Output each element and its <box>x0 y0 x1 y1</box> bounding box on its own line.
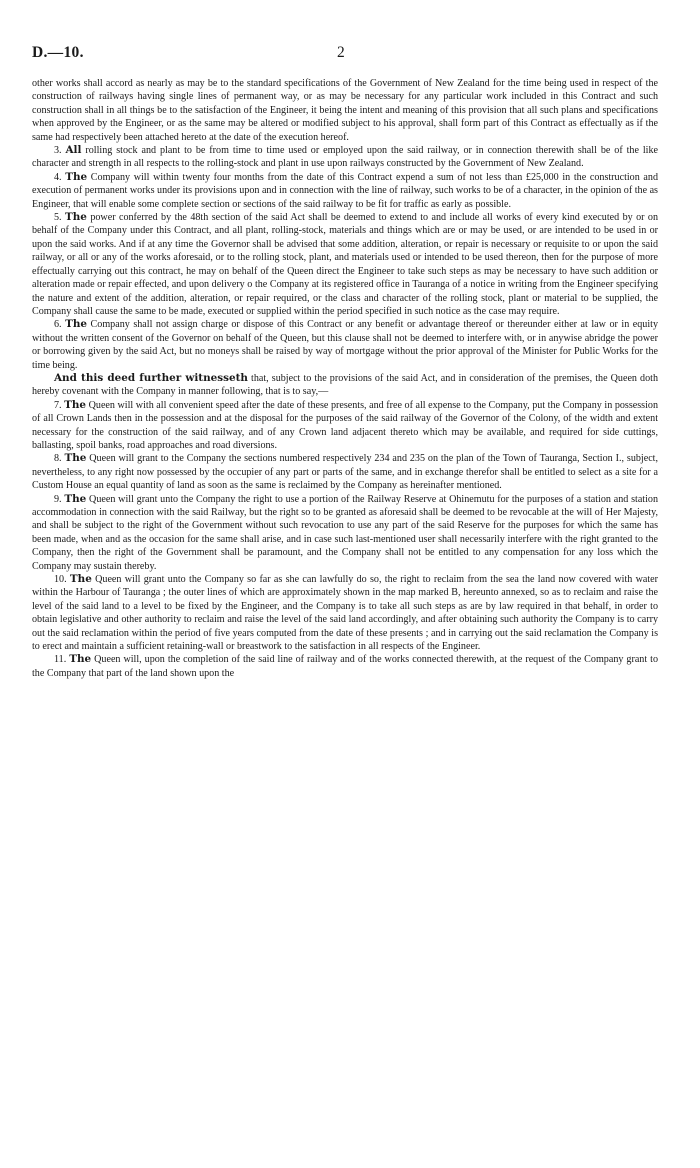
witnesseth-lead: And this deed further witnesseth <box>54 371 248 384</box>
clause-lead-word: The <box>65 211 87 224</box>
clause-6: 6. The Company shall not assign charge or dispose of this Contract or any benefit or advantage thereof or thereunder either at law or in equity without the written consent of the Governor on behalf of the Queen, but this clause shall not be deemed to interfere with, or in anywise abridge the power or borrowing given by the said Act, but no moneys shall be raised by way of mortgage without the prior approval of the Minister for Public Works for the time being. <box>32 318 659 371</box>
page-header <box>32 44 658 64</box>
document-body <box>32 77 658 680</box>
clause-lead-word: The <box>69 573 92 586</box>
clause-lead-word: The <box>65 318 88 331</box>
clause-10: 10. The Queen will grant unto the Company so far as she can lawfully do so, the right to reclaim from the sea the land now covered with water within the Harbour of Tauranga ; the outer lines of which are approximately shown in the map marked B, hereunto annexed, so as to reclaim and raise the level of the said land to a level to be fixed by the Engineer, and the Company is to take all such steps as are by law required in that behalf, in order to obtain legislative and other authority to reclaim and raise the level of the said land accordingly, and after obtaining such authority the Company is to carry out the said reclamation within the period of five years computed from the date of these presents ; and in carrying out the said reclamation the Company is to erect and maintain a sufficient retaining-wall or breastwork to the satisfaction in all respects of the Engineer. <box>32 573 659 653</box>
page-number: 2 <box>337 44 345 61</box>
clause-9: 9. The Queen will grant unto the Company the right to use a portion of the Railway Reserve at Ohinemutu for the purposes of a station and station accommodation in connection with the said Railway, but the right so to be granted as aforesaid shall be deemed to be revocable at the will of Her Majesty, and shall be subject to the right of the Government without such revocation to use any part of the said Reserve for the purposes for which the same has been made, when and as the occasion for the same shall arise, and in case such last-mentioned user shall necessarily interfere with the right granted to the Company, then the right of the Government shall be paramount, and the Company shall not be entitled to any compensation for any loss which the Company may sustain thereby. <box>32 492 658 572</box>
clause-number: 8. <box>54 453 65 465</box>
clause-lead-word: The <box>64 398 87 411</box>
clause-lead-word: The <box>69 653 92 666</box>
document-reference: D.—10. <box>32 44 84 61</box>
clause-number: 6. <box>54 319 66 331</box>
clause-8: 8. The Queen will grant to the Company the sections numbered respectively 234 and 235 on the plan of the Town of Tauranga, Section I., subject, nevertheless, to any right now possessed by the occupier of any part or parts of the same, and in exchange therefor shall be entitled to select as a site for a Custom House an equal quantity of land as soon as the same is reclaimed by the Company as hereinafter mentioned. <box>32 452 659 492</box>
witnesseth-paragraph: And this deed further witnesseth that, subject to the provisions of the said Act, and in consideration of the premises, the Queen doth hereby covenant with the Company in manner following, that is to say,— <box>32 371 658 398</box>
clause-lead-word: The <box>65 170 88 183</box>
clause-7: 7. The Queen will with all convenient speed after the date of these presents, and free of all expense to the Company, put the Company in possession of all Crown Lands then in the possession and at the disposal for the purposes of the said railway of the Governor of the Colony, of the width and extent necessary for the construction of the said railway, and of any Crown land adjacent thereto which may be available, and required for side cuttings, ballasting, spoil banks, road approaches and road diversions. <box>32 398 659 451</box>
clause-5: 5. The power conferred by the 48th section of the said Act shall be deemed to extend to and include all works of every kind executed by or on behalf of the Company under this Contract, and all plant, rolling-stock, materials and things which are or may be used, or are intended to be used in or upon the said works. And if at any time the Governor shall be advised that some addition, alteration, or repair is necessary or requisite to or upon the said railway, or all or any of the works aforesaid, or to the rolling stock, plant, and materials used or intended to be used thereon, then for the purpose of more effectually carrying out this contract, he may on behalf of the Queen direct the Engineer to take such steps as may be necessary to have such addition or alteration made or repair effected, and upon delivery o the Company at its registered office in Tauranga of a notice in writing from the Engineer specifying the nature and extent of the addition, alteration, or repair required, or the class and character of the rolling stock, plant or material to be supplied, the Company shall cause the same to be made, executed or supplied within the period specified in such notice as the case may require. <box>32 211 659 317</box>
paragraph-continuation: other works shall accord as nearly as may be to the standard specifications of the Government of New Zealand for the time being used in respect of the construction of railways having single lines of permanent way, or as may be necessary for any particular work included in this Contract and such construction shall in all things be to the satisfaction of the Engineer, it being the intent and meaning of this provision that all such plans and specifications when approved by the Engineer, or as the same may be altered or modified subject to his approval, shall form part of this Contract as effectually as if the same had respectively been attached hereto at the date of the execution hereof. <box>32 78 658 143</box>
clause-3: 3. All rolling stock and plant to be from time to time used or employed upon the said railway, or in connection therewith shall be of the like character and strength in all respects to the rolling-stock and plant in use upon railways constructed by the Government of New Zealand. <box>32 144 658 170</box>
clause-number: 9. <box>54 493 65 505</box>
clause-11: 11. The Queen will, upon the completion of the said line of railway and of the works connected therewith, at the request of the Company grant to the Company that part of the land shown upon the <box>32 653 658 679</box>
clause-lead-word: All <box>65 144 82 157</box>
clause-lead-word: The <box>64 492 87 505</box>
clause-number: 4. <box>54 171 66 183</box>
clause-4: 4. The Company will within twenty four months from the date of this Contract expend a sum of not less than £25,000 in the construction and execution of permanent works under its provisions upon and in connection with the line of railway, such works to be of a character, in the opinion of the as Engineer, that will enable some complete section or sections of the said railway to be fit for traffic as early as possible. <box>32 170 658 210</box>
clause-lead-word: The <box>64 452 87 465</box>
clause-number: 3. <box>54 145 66 157</box>
clause-number: 11. <box>54 654 70 666</box>
clause-number: 10. <box>54 574 70 586</box>
clause-number: 5. <box>54 212 65 224</box>
clause-number: 7. <box>54 399 65 411</box>
